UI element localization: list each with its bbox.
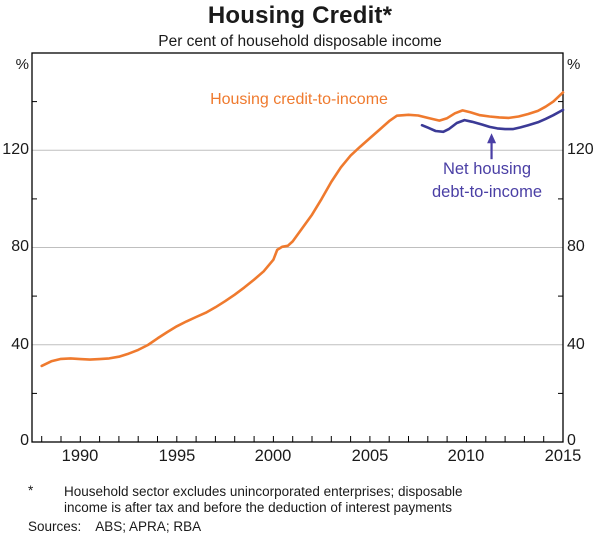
chart-subtitle: Per cent of household disposable income	[158, 33, 442, 50]
x-tick-label-2000: 2000	[254, 447, 292, 465]
series-label-net-debt-line2: debt-to-income	[431, 183, 543, 201]
x-tick-label-1990: 1990	[61, 447, 99, 465]
sources-value: ABS; APRA; RBA	[95, 519, 202, 534]
y-tick-label-left-80: 80	[11, 238, 29, 255]
series-label-net-debt	[396, 158, 578, 204]
y-tick-label-right-0: 0	[567, 432, 576, 449]
x-tick-label-2015: 2015	[544, 447, 582, 465]
x-tick-label-2010: 2010	[447, 447, 485, 465]
y-tick-label-left-120: 120	[2, 141, 29, 158]
y-tick-label-right-120: 120	[567, 141, 594, 158]
footnote-text	[64, 484, 564, 515]
y-tick-label-right-80: 80	[567, 238, 585, 255]
series-line-net-housing-debt	[422, 110, 563, 132]
footnote-line1: Household sector excludes unincorporated enterprises; disposable	[64, 484, 463, 499]
sources-line	[28, 519, 201, 534]
chart-title: Housing Credit*	[207, 2, 393, 29]
y-tick-label-right-40: 40	[567, 336, 585, 353]
footnote-marker: *	[28, 483, 34, 498]
y-tick-label-left-0: 0	[20, 432, 29, 449]
y-axis-unit-left: %	[15, 56, 29, 73]
y-axis-unit-right: %	[567, 56, 581, 73]
annotation-arrow-head	[487, 133, 496, 143]
x-tick-label-2005: 2005	[351, 447, 389, 465]
footnote-line2: income is after tax and before the deduction of interest payments	[64, 499, 452, 515]
y-tick-label-left-40: 40	[11, 336, 29, 353]
series-label-net-debt-line1: Net housing	[442, 160, 532, 178]
sources-label: Sources:	[28, 519, 82, 534]
x-tick-label-1995: 1995	[158, 447, 196, 465]
series-line-housing-credit	[42, 92, 563, 366]
series-label-housing-credit: Housing credit-to-income	[210, 91, 388, 108]
